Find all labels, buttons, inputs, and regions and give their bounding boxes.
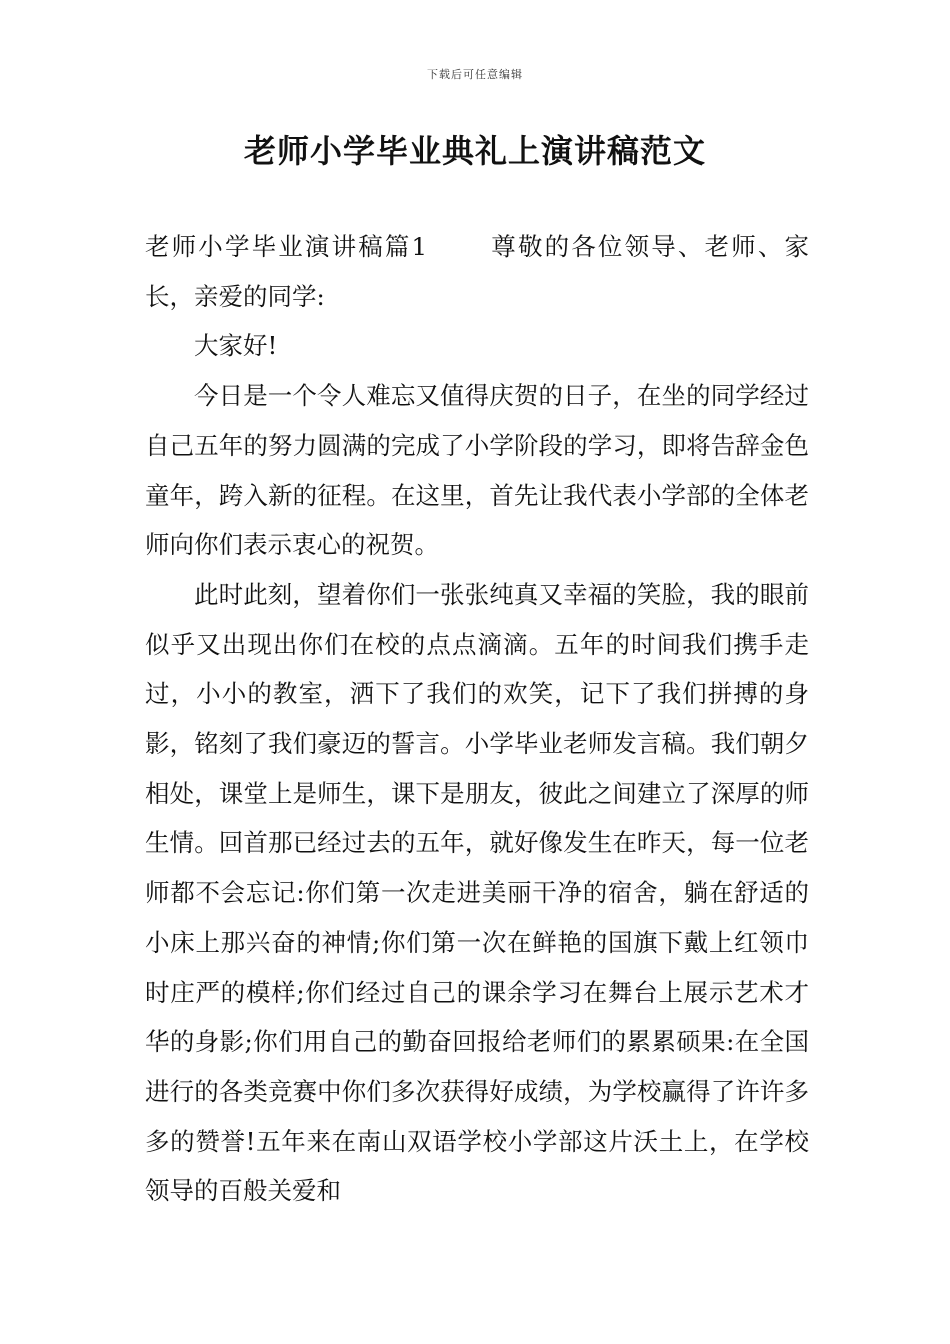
document-body [145,222,809,1216]
salutation: 尊敬的各位领导、老师、家长，亲爱的同学: [145,232,809,311]
paragraph-2: 此时此刻，望着你们一张张纯真又幸福的笑脸，我的眼前似乎又出现出你们在校的点点滴滴。五年的时间我们携手走过，小小的教室，洒下了我们的欢笑，记下了我们拼搏的身影，铭刻了我们豪迈的誓言。小学毕业老师发言稿。我们朝夕相处，课堂上是师生，课下是朋友，彼此之间建立了深厚的师生情。回首那已经过去的五年，就好像发生在昨天，每一位老师都不会忘记:你们第一次走进美丽干净的宿舍，躺在舒适的小床上那兴奋的神情;你们第一次在鲜艳的国旗下戴上红领巾时庄严的模样;你们经过自己的课余学习在舞台上展示艺术才华的身影;你们用自己的勤奋回报给老师们的累累硕果:在全国进行的各类竞赛中你们多次获得好成绩，为学校赢得了许许多多的赞誉!五年来在南山双语学校小学部这片沃土上，在学校领导的百般关爱和 [145,579,809,1206]
greeting: 大家好! [194,331,278,361]
header-note: 下载后可任意编辑 [427,68,523,81]
document-title: 老师小学毕业典礼上演讲稿范文 [243,132,706,170]
intro-line [145,222,809,321]
paragraph-1: 今日是一个令人难忘又值得庆贺的日子，在坐的同学经过自己五年的努力圆满的完成了小学阶段的学习，即将告辞金色童年，跨入新的征程。在这里，首先让我代表小学部的全体老师向你们表示衷心的祝贺。 [145,381,809,560]
intro-heading: 老师小学毕业演讲稿篇1 [145,232,428,261]
